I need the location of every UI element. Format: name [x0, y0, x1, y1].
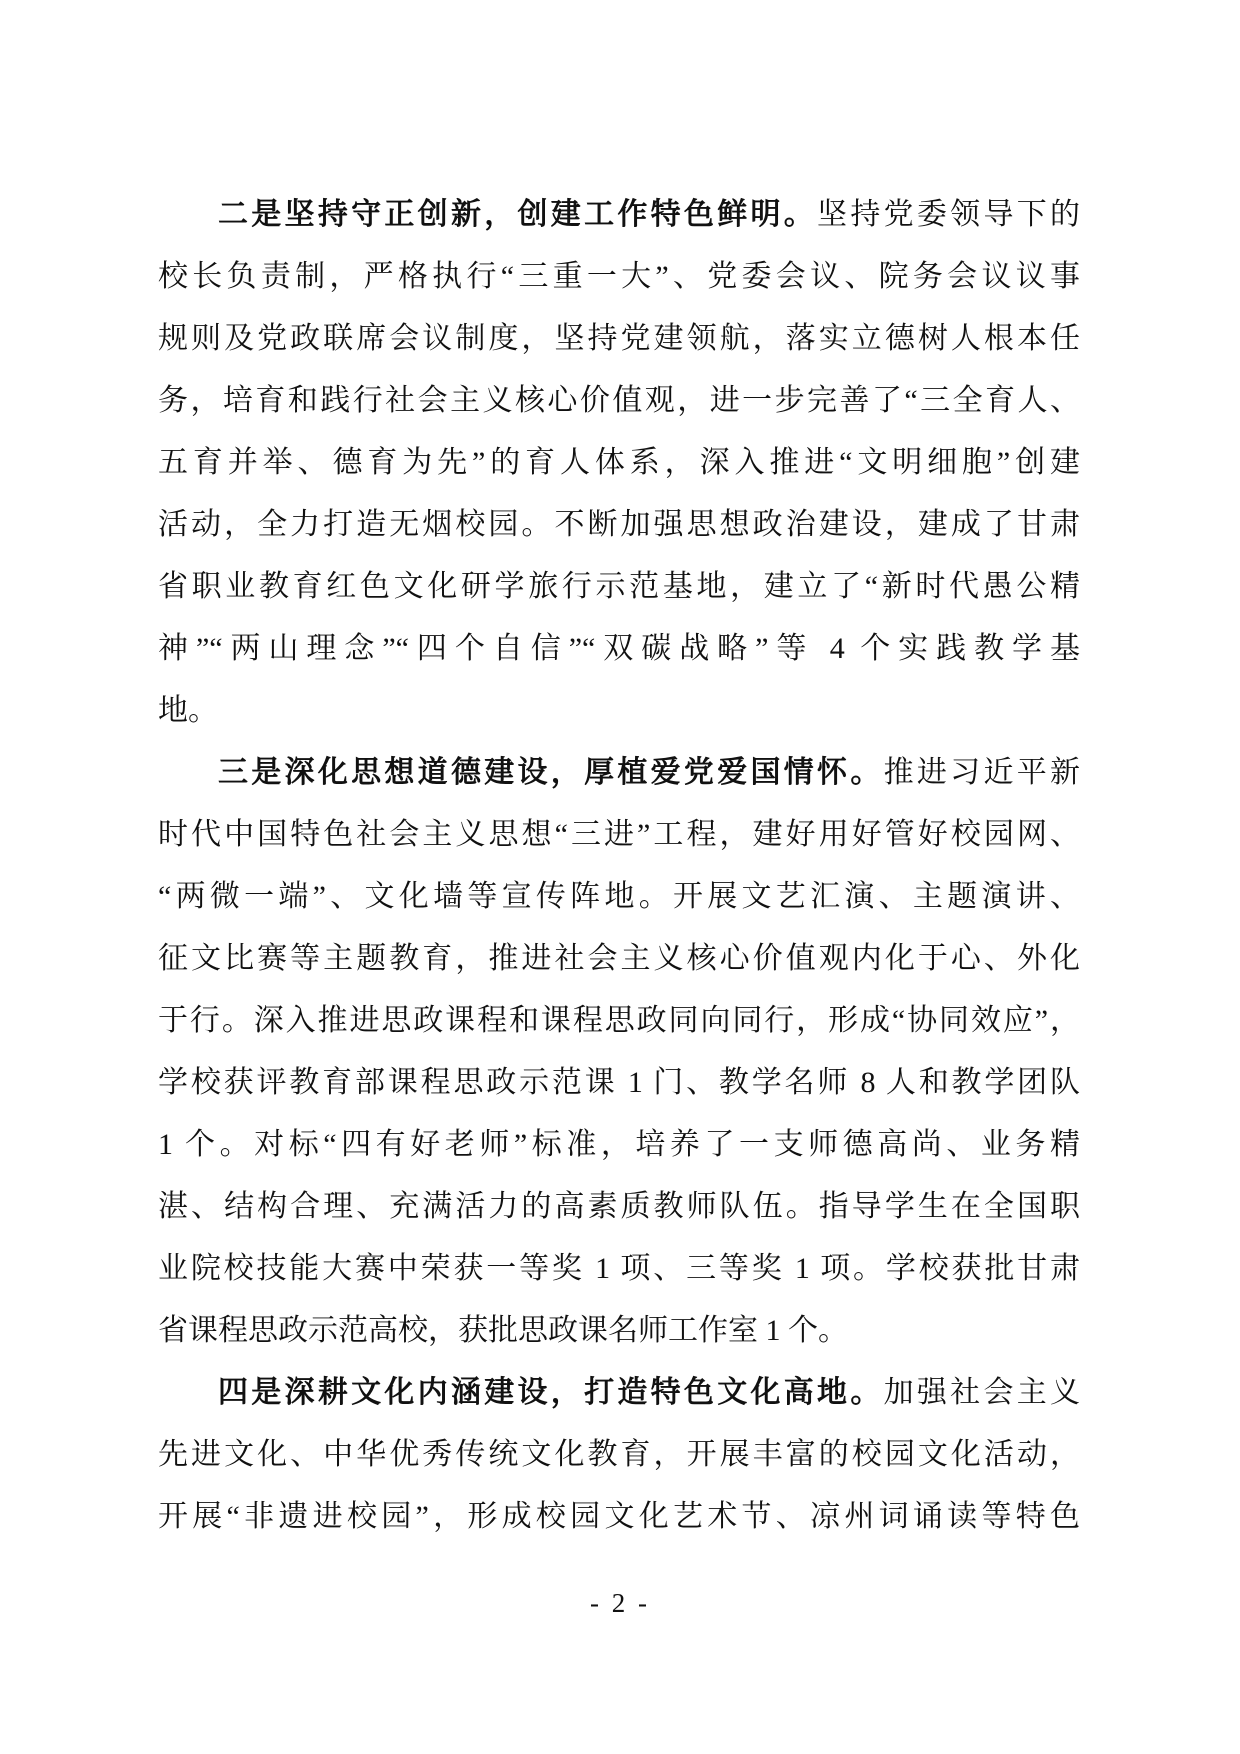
text-line — [158, 1362, 1080, 1424]
text-line — [158, 556, 1080, 618]
body-text-segment: 于行。深入推进思政课程和课程思政同向同行，形成“协同效应”， — [158, 1004, 1080, 1037]
body-text-segment: 校长负责制，严格执行“三重一大”、党委会议、院务会议议事 — [158, 260, 1080, 293]
text-line — [158, 494, 1080, 556]
text-line — [158, 1052, 1080, 1114]
text-line — [158, 928, 1080, 990]
body-text-segment: “两微一端”、文化墙等宣传阵地。开展文艺汇演、主题演讲、 — [158, 880, 1080, 913]
body-text-segment: 活动，全力打造无烟校园。不断加强思想政治建设，建成了甘肃 — [158, 508, 1080, 541]
paragraph-lead-bold: 二是坚持守正创新，创建工作特色鲜明。 — [218, 198, 818, 231]
text-line — [158, 990, 1080, 1052]
text-line — [158, 1486, 1080, 1548]
text-line — [158, 370, 1080, 432]
text-line — [158, 618, 1080, 680]
body-text-segment: 推进习近平新 — [883, 756, 1080, 789]
body-text-segment: 务，培育和践行社会主义核心价值观，进一步完善了“三全育人、 — [158, 384, 1080, 417]
body-text-segment: 湛、结构合理、充满活力的高素质教师队伍。指导学生在全国职 — [158, 1190, 1080, 1223]
body-text-segment: 征文比赛等主题教育，推进社会主义核心价值观内化于心、外化 — [158, 942, 1080, 975]
page-number: - 2 - — [590, 1588, 650, 1618]
text-line — [158, 866, 1080, 928]
text-line — [158, 742, 1080, 804]
text-line — [158, 1424, 1080, 1486]
text-line — [158, 184, 1080, 246]
body-text-segment: 地。 — [158, 694, 218, 727]
body-text-segment: 加强社会主义 — [883, 1376, 1080, 1409]
body-text-segment: 五育并举、德育为先”的育人体系，深入推进“文明细胞”创建 — [158, 446, 1080, 479]
text-line — [158, 680, 1080, 742]
body-text-segment: 开展“非遗进校园”，形成校园文化艺术节、凉州词诵读等特色 — [158, 1500, 1080, 1533]
body-text-segment: 时代中国特色社会主义思想“三进”工程，建好用好管好校园网、 — [158, 818, 1080, 851]
text-line — [158, 1300, 1080, 1362]
paragraph-lead-bold: 三是深化思想道德建设，厚植爱党爱国情怀。 — [218, 756, 884, 789]
body-text-segment: 规则及党政联席会议制度，坚持党建领航，落实立德树人根本任 — [158, 322, 1080, 355]
document-body — [158, 184, 1080, 1548]
body-text-segment: 先进文化、中华优秀传统文化教育，开展丰富的校园文化活动， — [158, 1438, 1080, 1471]
text-line — [158, 246, 1080, 308]
text-line — [158, 804, 1080, 866]
body-text-segment: 省课程思政示范高校，获批思政课名师工作室 1 个。 — [158, 1314, 848, 1347]
body-text-segment: 省职业教育红色文化研学旅行示范基地，建立了“新时代愚公精 — [158, 570, 1080, 603]
body-text-segment: 学校获评教育部课程思政示范课 1 门、教学名师 8 人和教学团队 — [158, 1066, 1080, 1099]
text-line — [158, 1238, 1080, 1300]
body-text-segment: 神”“两山理念”“四个自信”“双碳战略”等 4 个实践教学基 — [158, 632, 1080, 665]
paragraph-lead-bold: 四是深耕文化内涵建设，打造特色文化高地。 — [218, 1376, 884, 1409]
text-line — [158, 1114, 1080, 1176]
body-text-segment: 业院校技能大赛中荣获一等奖 1 项、三等奖 1 项。学校获批甘肃 — [158, 1252, 1080, 1285]
text-line — [158, 1176, 1080, 1238]
text-line — [158, 432, 1080, 494]
body-text-segment: 1 个。对标“四有好老师”标准，培养了一支师德高尚、业务精 — [158, 1128, 1080, 1161]
text-line — [158, 308, 1080, 370]
body-text-segment: 坚持党委领导下的 — [817, 198, 1080, 231]
